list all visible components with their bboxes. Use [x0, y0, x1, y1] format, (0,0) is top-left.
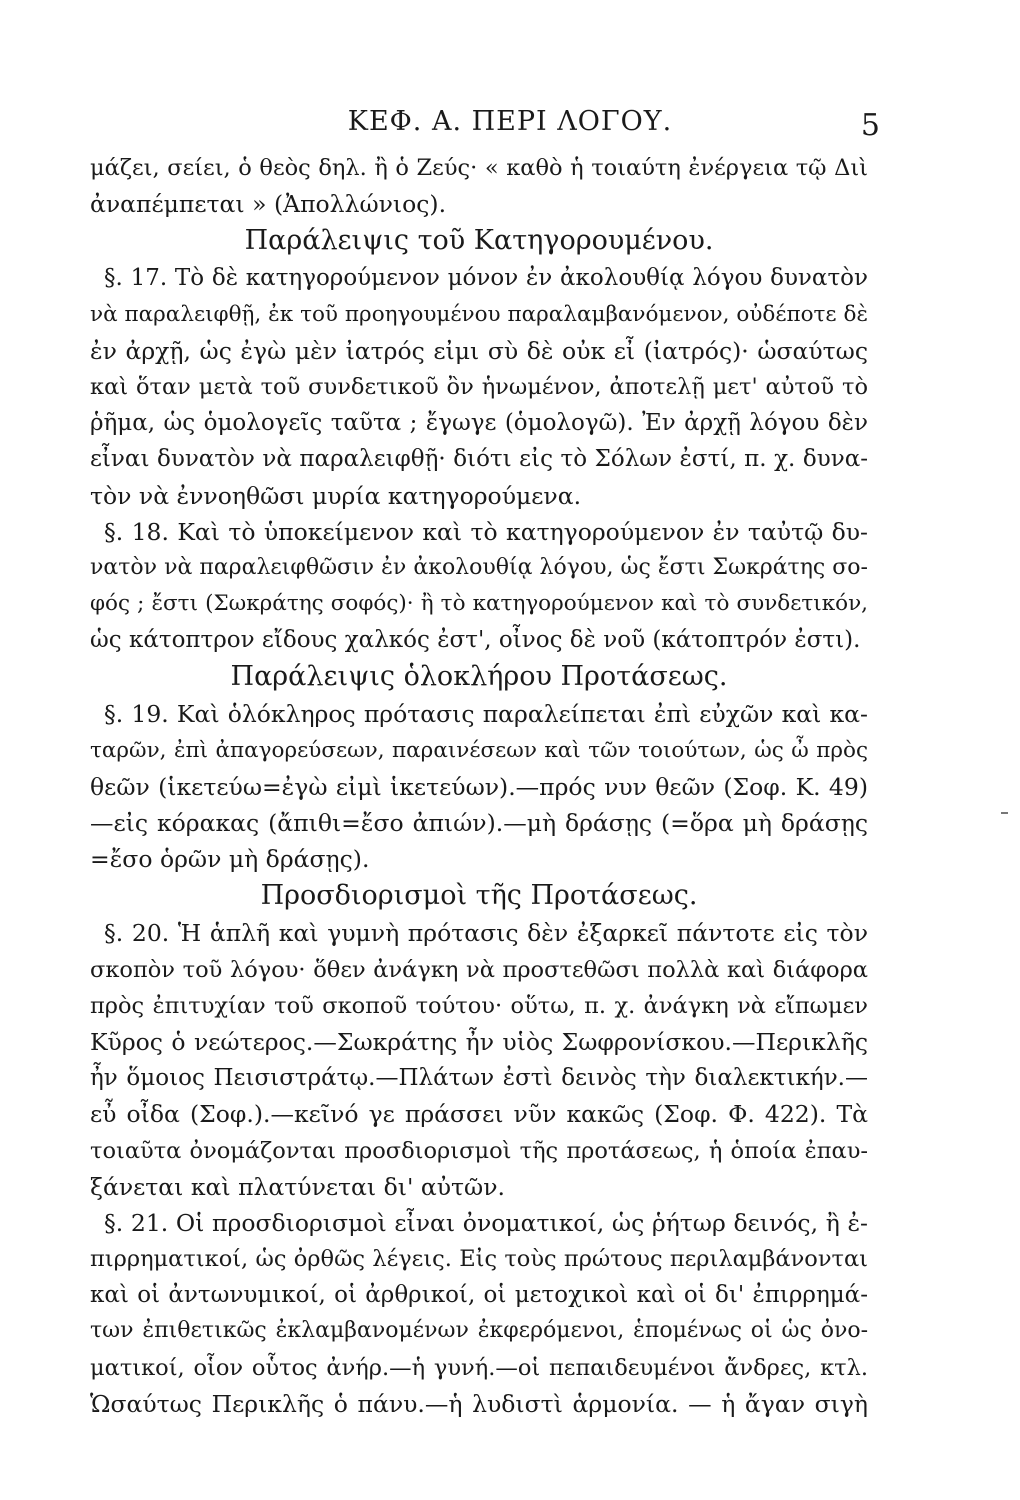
text-line: νατὸν νὰ παραλειφθῶσιν ἐν ἀκολουθίᾳ λόγου, ὡς ἔστι Σωκράτης σο- — [90, 554, 868, 580]
paragraph-first-line: §. 18. Καὶ τὸ ὑποκείμενον καὶ τὸ κατηγορούμενον ἐν ταὐτῷ δυ- — [104, 517, 868, 546]
running-head — [0, 102, 1020, 142]
text-line: ῥῆμα, ὡς ὁμολογεῖς ταῦτα ; ἔγωγε (ὁμολογῶ). Ἐν ἀρχῇ λόγου δὲν — [90, 410, 868, 437]
text-line: των ἐπιθετικῶς ἐκλαμβανομένων ἐκφερόμενοι, ἑπομένως οἱ ὡς ὀνο- — [90, 1318, 868, 1344]
text-line: —εἰς κόρακας (ἄπιθι=ἔσο ἀπιών).—μὴ δράσῃς (=ὅρα μὴ δράσῃς — [90, 809, 868, 837]
text-line: θεῶν (ἱκετεύω=ἐγὼ εἰμὶ ἱκετεύων).—πρός νυν θεῶν (Σοφ. Κ. 49) — [90, 772, 868, 801]
text-line: καὶ οἱ ἀντωνυμικοί, οἱ ἀρθρικοί, οἱ μετοχικοὶ καὶ οἱ δι' ἐπιρρημά- — [90, 1282, 868, 1309]
text-line: πιρρηματικοί, ὡς ὀρθῶς λέγεις. Εἰς τοὺς πρώτους περιλαμβάνονται — [90, 1246, 868, 1273]
text-line: νὰ παραλειφθῇ, ἐκ τοῦ προηγουμένου παραλαμβανόμενον, οὐδέποτε δὲ — [90, 301, 868, 327]
text-line: φός ; ἔστι (Σωκράτης σοφός)· ἢ τὸ κατηγορούμενον καὶ τὸ συνδετικόν, — [90, 591, 868, 617]
section-heading: Παράλειψις τοῦ Κατηγορουμένου. — [244, 225, 714, 257]
text-line: ἐν ἀρχῇ, ὡς ἐγὼ μὲν ἰατρός εἰμι σὺ δὲ οὐκ εἶ (ἰατρός)· ὡσαύτως — [90, 336, 868, 365]
page-header-title: ΚΕΦ. Α. ΠΕΡΙ ΛΟΓΟΥ. — [347, 106, 673, 137]
text-line: ματικοί, οἷον οὗτος ἀνήρ.—ἡ γυνή.—οἱ πεπαιδευμένοι ἄνδρες, κτλ. — [90, 1354, 868, 1381]
text-line: ἦν ὅμοιος Πεισιστράτῳ.—Πλάτων ἐστὶ δεινὸς τὴν διαλεκτικήν.— — [90, 1065, 868, 1092]
text-line: ταρῶν, ἐπὶ ἀπαγορεύσεων, παραινέσεων καὶ τῶν τοιούτων, ὡς ὦ πρὸς — [90, 737, 868, 763]
text-line: πρὸς ἐπιτυχίαν τοῦ σκοποῦ τούτου· οὕτω, π. χ. ἀνάγκη νὰ εἴπωμεν — [90, 992, 868, 1019]
text-line: εἶναι δυνατὸν νὰ παραλειφθῇ· διότι εἰς τὸ Σόλων ἐστί, π. χ. δυνα- — [90, 446, 868, 473]
text-line: ἀναπέμπεται » (Ἀπολλώνιος). — [90, 190, 447, 219]
text-line: Κῦρος ὁ νεώτερος.—Σωκράτης ἦν υἱὸς Σωφρονίσκου.—Περικλῆς — [90, 1027, 868, 1056]
text-line: μάζει, σείει, ὁ θεὸς δηλ. ἢ ὁ Ζεύς· « καθὸ ἡ τοιαύτη ἐνέργεια τῷ Διὶ — [90, 155, 868, 181]
text-line: καὶ ὅταν μετὰ τοῦ συνδετικοῦ ὂν ἡνωμένον, ἀποτελῇ μετ' αὐτοῦ τὸ — [90, 373, 868, 400]
section-heading: Προσδιορισμοὶ τῆς Προτάσεως. — [260, 880, 698, 912]
page-body — [90, 150, 868, 1422]
paragraph-first-line: §. 20. Ἡ ἁπλῆ καὶ γυμνὴ πρότασις δὲν ἐξαρκεῖ πάντοτε εἰς τὸν — [104, 919, 868, 948]
text-line: τοιαῦτα ὀνομάζονται προσδιορισμοὶ τῆς προτάσεως, ἡ ὁποία ἐπαυ- — [90, 1137, 868, 1164]
text-line: ξάνεται καὶ πλατύνεται δι' αὐτῶν. — [90, 1172, 505, 1201]
text-line: σκοπὸν τοῦ λόγου· ὅθεν ἀνάγκη νὰ προστεθῶσι πολλὰ καὶ διάφορα — [90, 956, 868, 983]
text-line: εὖ οἶδα (Σοφ.).—κεῖνό γε πράσσει νῦν κακῶς (Σοφ. Φ. 422). Τὰ — [90, 1100, 868, 1129]
section-heading: Παράλειψις ὁλοκλήρου Προτάσεως. — [230, 661, 728, 693]
text-line: τὸν νὰ ἐννοηθῶσι μυρία κατηγορούμενα. — [90, 481, 582, 510]
text-line: =ἔσο ὁρῶν μὴ δράσῃς). — [90, 845, 370, 874]
text-line: ὡς κάτοπτρον εἴδους χαλκός ἐστ', οἶνος δὲ νοῦ (κάτοπτρόν ἐστι). — [90, 627, 861, 654]
scan-artifact-mark — [1001, 812, 1008, 814]
paragraph-first-line: §. 19. Καὶ ὁλόκληρος πρότασις παραλείπεται ἐπὶ εὐχῶν καὶ κα- — [104, 700, 868, 729]
paragraph-first-line: §. 17. Τὸ δὲ κατηγορούμενον μόνον ἐν ἀκολουθίᾳ λόγου δυνατὸν — [104, 265, 868, 292]
text-line: Ὡσαύτως Περικλῆς ὁ πάνυ.—ἡ λυδιστὶ ἁρμονία. — ἡ ἄγαν σιγὴ — [90, 1389, 868, 1418]
page-number: 5 — [860, 108, 880, 143]
paragraph-first-line: §. 21. Οἱ προσδιορισμοὶ εἶναι ὀνοματικοί, ὡς ῥήτωρ δεινός, ἢ ἐ- — [104, 1208, 868, 1237]
